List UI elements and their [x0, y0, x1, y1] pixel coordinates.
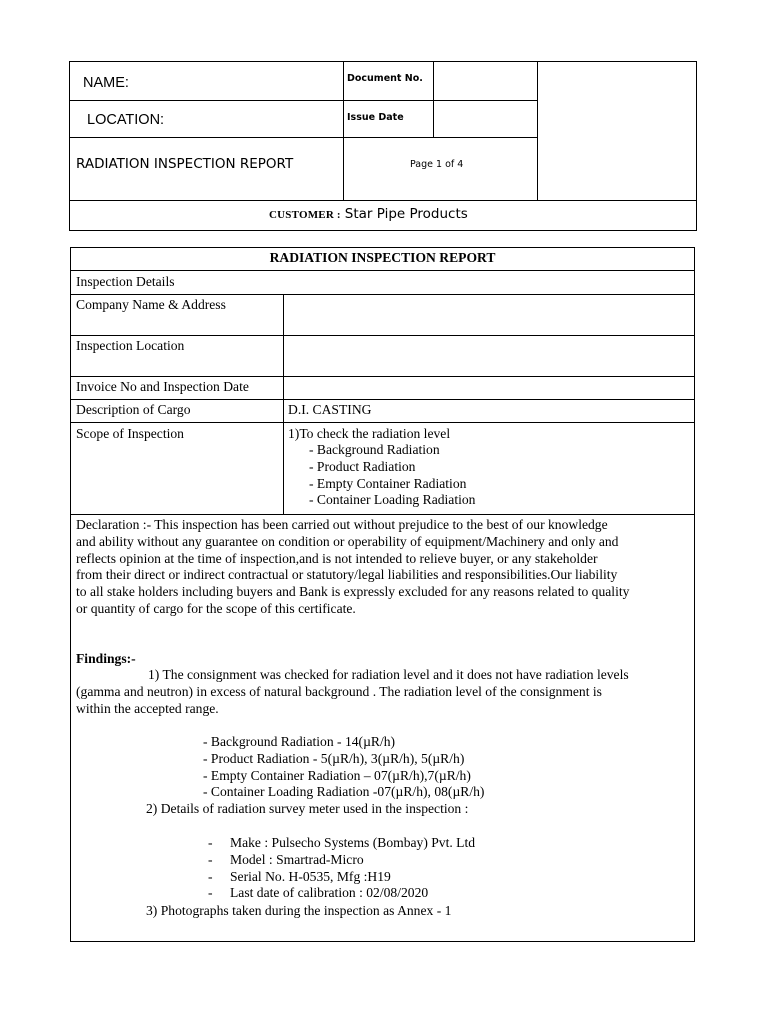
meter-make: Make : Pulsecho Systems (Bombay) Pvt. Ltd	[230, 835, 476, 850]
list-item: - Background Radiation	[309, 442, 440, 457]
header-divider	[537, 62, 538, 200]
table-rule	[71, 270, 694, 271]
meter-calibration: Last date of calibration : 02/08/2020	[230, 885, 429, 901]
row-label-location: Inspection Location	[76, 338, 185, 353]
table-rule	[71, 514, 694, 515]
declaration-text	[76, 517, 690, 618]
table-rule	[71, 294, 694, 295]
list-item: - Make : Pulsecho Systems (Bombay) Pvt. Ltd	[208, 835, 476, 850]
customer-value: Star Pipe Products	[344, 206, 468, 222]
list-item: - Model : Smartrad-Micro	[208, 851, 364, 867]
header-divider	[70, 137, 537, 138]
section-label: Inspection Details	[76, 274, 175, 289]
declaration-line: from their direct or indirect contractual or statutory/legal liabilities and responsibilities.Our liability	[76, 567, 618, 583]
header-divider	[343, 62, 344, 200]
finding-line: within the accepted range.	[76, 700, 219, 716]
declaration-line: and ability without any guarantee on condition or operability of equipment/Machinery and only and	[76, 533, 619, 549]
finding-1	[76, 667, 690, 717]
declaration-line: or quantity of cargo for the scope of this certificate.	[76, 600, 356, 616]
header-block	[69, 61, 697, 231]
meter-serial: Serial No. H-0535, Mfg :H19	[230, 868, 391, 884]
finding-3: 3) Photographs taken during the inspection as Annex - 1	[146, 903, 452, 918]
header-divider	[70, 100, 537, 101]
report-title-header: RADIATION INSPECTION REPORT	[76, 156, 294, 172]
row-label-scope: Scope of Inspection	[76, 426, 184, 441]
list-item: - Empty Container Radiation – 07(µR/h),7(µR/h)	[203, 767, 471, 783]
meter-model: Model : Smartrad-Micro	[230, 851, 364, 867]
list-item: - Product Radiation	[309, 458, 416, 474]
list-item: - Container Loading Radiation	[309, 492, 476, 508]
list-item: - Product Radiation - 5(µR/h), 3(µR/h), 5(µR/h)	[203, 750, 465, 766]
document-no-label: Document No.	[347, 73, 423, 84]
list-item: - Empty Container Radiation	[309, 475, 467, 491]
finding-line: 1) The consignment was checked for radiation level and it does not have radiation levels	[148, 667, 629, 682]
report-table	[70, 247, 695, 942]
row-label-cargo: Description of Cargo	[76, 402, 191, 417]
table-column-divider	[283, 294, 284, 514]
header-divider	[70, 200, 696, 201]
location-label: LOCATION:	[87, 112, 165, 128]
customer-label: CUSTOMER :	[269, 209, 341, 221]
table-rule	[71, 376, 694, 377]
list-item: - Container Loading Radiation -07(µR/h), 08(µR/h)	[203, 784, 485, 800]
report-title: RADIATION INSPECTION REPORT	[269, 250, 496, 265]
list-item: - Serial No. H-0535, Mfg :H19	[208, 868, 391, 884]
issue-date-label: Issue Date	[347, 112, 404, 123]
page-number: Page 1 of 4	[410, 159, 464, 170]
scope-list	[309, 442, 475, 509]
list-item: - Last date of calibration : 02/08/2020	[208, 885, 429, 901]
finding-line: (gamma and neutron) in excess of natural background . The radiation level of the consignment is	[76, 683, 602, 699]
row-label-invoice: Invoice No and Inspection Date	[76, 379, 249, 394]
table-rule	[71, 399, 694, 400]
row-label-company: Company Name & Address	[76, 297, 226, 312]
declaration-line: Declaration :- This inspection has been carried out without prejudice to the best of our knowledge	[76, 517, 608, 532]
finding-2: 2) Details of radiation survey meter used in the inspection :	[146, 801, 469, 816]
declaration-line: to all stake holders including buyers and Bank is expressly excluded for any reasons related to quality	[76, 584, 630, 600]
meter-details-list	[208, 835, 475, 902]
findings-label: Findings:-	[76, 651, 136, 666]
name-label: NAME:	[83, 75, 129, 91]
table-rule	[71, 422, 694, 423]
declaration-line: reflects opinion at the time of inspection,and is not intended to relieve buyer, or any stakeholder	[76, 550, 598, 566]
customer-line	[269, 205, 468, 223]
row-value-scope: 1)To check the radiation level	[288, 426, 451, 441]
list-item: - Background Radiation - 14(µR/h)	[203, 734, 396, 749]
table-rule	[71, 335, 694, 336]
radiation-levels-list	[203, 734, 484, 801]
row-value-cargo: D.I. CASTING	[288, 402, 372, 417]
